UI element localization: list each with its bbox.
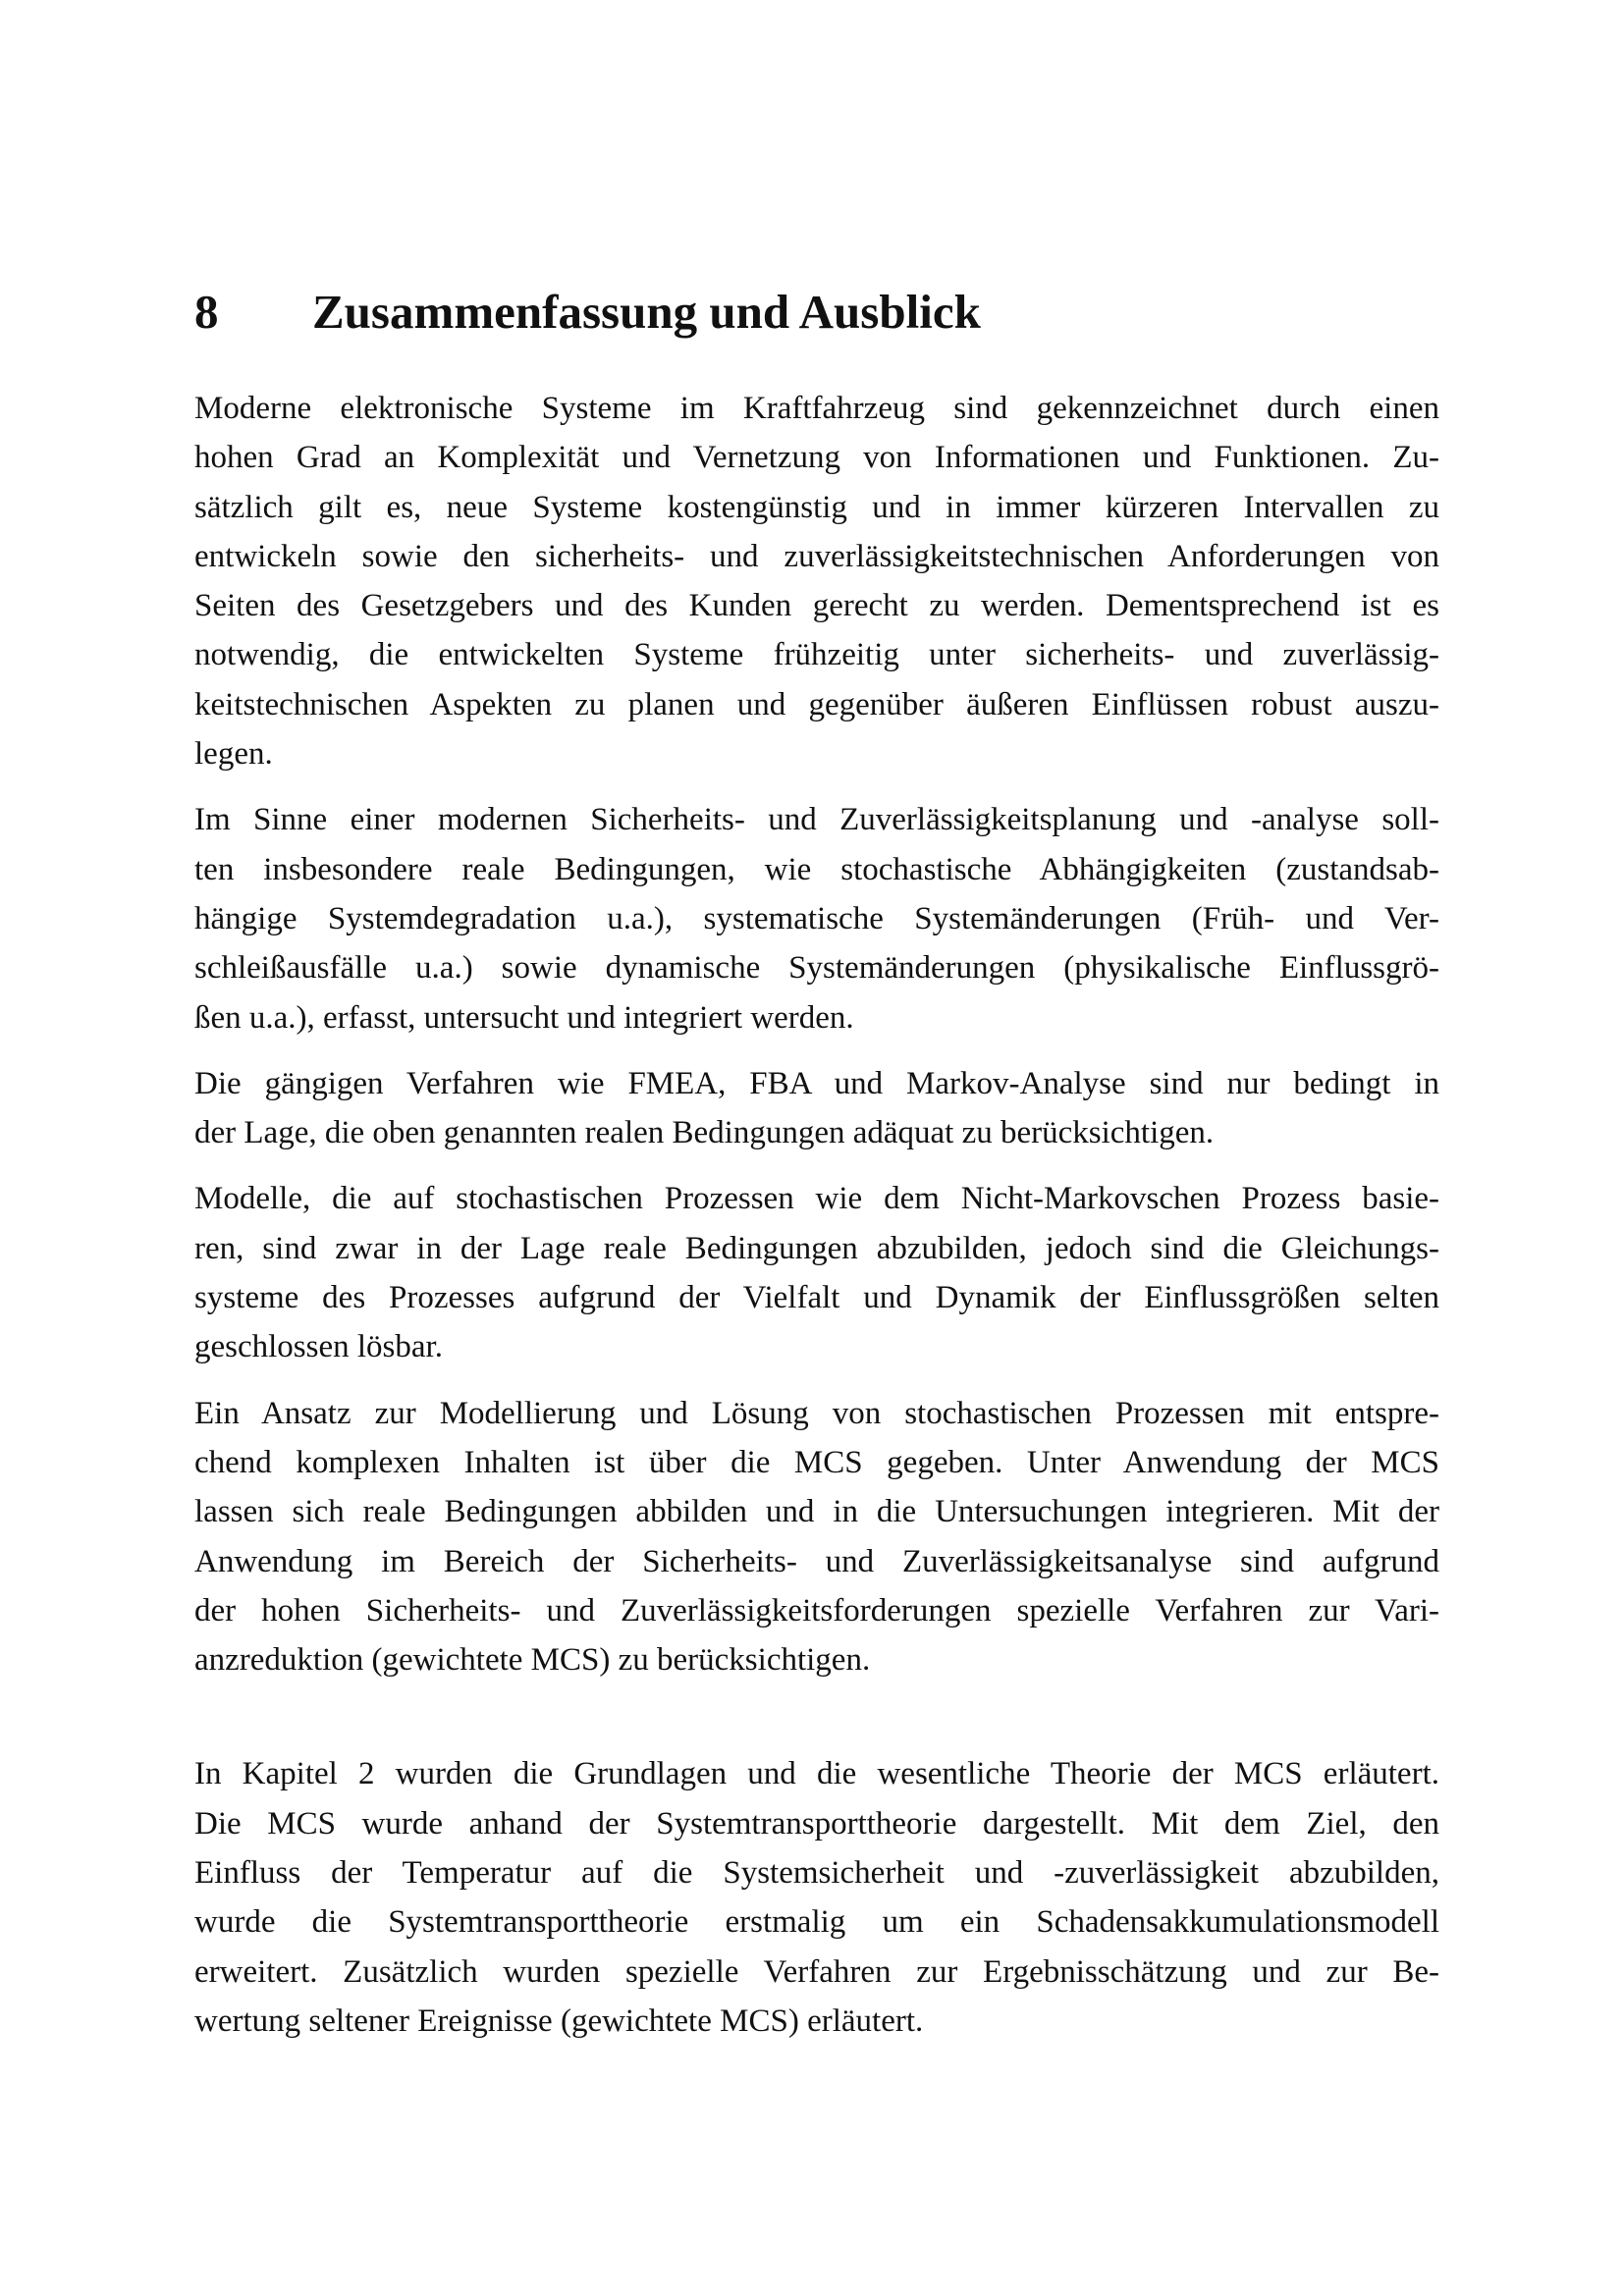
text-line: hohen Grad an Komplexität und Vernetzung von Informationen und Funktionen. Zu- — [194, 440, 1439, 476]
text-line: erweitert. Zusätzlich wurden spezielle Verfahren zur Ergebnisschätzung und zur Be- — [194, 1953, 1439, 1990]
paragraph — [194, 1749, 1439, 2046]
text-line: In Kapitel 2 wurden die Grundlagen und die wesentliche Theorie der MCS erläutert. — [194, 1756, 1439, 1792]
text-line: wurde die Systemtransporttheorie erstmalig um ein Schadensakkumulationsmodell — [194, 1904, 1439, 1941]
paragraph — [194, 1389, 1439, 1685]
text-line: Die MCS wurde anhand der Systemtransporttheorie dargestellt. Mit dem Ziel, den — [194, 1805, 1439, 1842]
text-line: Die gängigen Verfahren wie FMEA, FBA und Markov-Analyse sind nur bedingt in — [194, 1065, 1439, 1101]
text-line: legen. — [194, 736, 273, 773]
text-line: ten insbesondere reale Bedingungen, wie stochastische Abhängigkeiten (zustandsab- — [194, 851, 1439, 887]
paragraph — [194, 384, 1439, 778]
text-line: Einfluss der Temperatur auf die Systemsicherheit und -zuverlässigkeit abzubilden, — [194, 1855, 1439, 1892]
paragraph — [194, 1059, 1439, 1158]
body-text — [194, 384, 1439, 2062]
text-line: ren, sind zwar in der Lage reale Bedingungen abzubilden, jedoch sind die Gleichungs- — [194, 1230, 1439, 1266]
text-line: der hohen Sicherheits- und Zuverlässigkeitsforderungen spezielle Verfahren zur Vari- — [194, 1592, 1439, 1629]
text-line: Moderne elektronische Systeme im Kraftfahrzeug sind gekennzeichnet durch einen — [194, 391, 1439, 426]
text-line: keitstechnischen Aspekten zu planen und gegenüber äußeren Einflüssen robust auszu- — [194, 686, 1439, 722]
text-line: systeme des Prozesses aufgrund der Vielfalt und Dynamik der Einflussgrößen selten — [194, 1280, 1439, 1316]
text-line: lassen sich reale Bedingungen abbilden und in die Untersuchungen integrieren. Mit der — [194, 1494, 1439, 1530]
paragraph — [194, 795, 1439, 1041]
text-line: Seiten des Gesetzgebers und des Kunden gerecht zu werden. Dementsprechend ist es — [194, 588, 1439, 624]
text-line: hängige Systemdegradation u.a.), systematische Systemänderungen (Früh- und Ver- — [194, 900, 1439, 936]
text-line: Anwendung im Bereich der Sicherheits- und Zuverlässigkeitsanalyse sind aufgrund — [194, 1543, 1439, 1579]
text-line: Ein Ansatz zur Modellierung und Lösung von stochastischen Prozessen mit entspre- — [194, 1395, 1439, 1431]
text-line: Im Sinne einer modernen Sicherheits- und Zuverlässigkeitsplanung und -analyse soll- — [194, 802, 1439, 838]
paragraph — [194, 1174, 1439, 1371]
text-line: notwendig, die entwickelten Systeme frühzeitig unter sicherheits- und zuverlässig- — [194, 637, 1439, 673]
text-line: der Lage, die oben genannten realen Bedingungen adäquat zu berücksichtigen. — [194, 1115, 1215, 1151]
text-line: Modelle, die auf stochastischen Prozessen wie dem Nicht-Markovschen Prozess basie- — [194, 1181, 1439, 1217]
text-line: chend komplexen Inhalten ist über die MCS gegeben. Unter Anwendung der MCS — [194, 1444, 1439, 1480]
chapter-title: Zusammenfassung und Ausblick — [312, 285, 981, 339]
text-line: sätzlich gilt es, neue Systeme kostengünstig und in immer kürzeren Intervallen zu — [194, 489, 1439, 525]
text-line: ßen u.a.), erfasst, untersucht und integriert werden. — [194, 999, 854, 1036]
text-line: wertung seltener Ereignisse (gewichtete MCS) erläutert. — [194, 2002, 924, 2039]
chapter-number: 8 — [194, 285, 219, 339]
text-line: geschlossen lösbar. — [194, 1329, 443, 1365]
chapter-heading — [194, 283, 981, 342]
text-line: entwickeln sowie den sicherheits- und zuverlässigkeitstechnischen Anforderungen von — [194, 538, 1439, 574]
text-line: schleißausfälle u.a.) sowie dynamische Systemänderungen (physikalische Einflussgrö- — [194, 950, 1439, 987]
text-line: anzreduktion (gewichtete MCS) zu berücksichtigen. — [194, 1642, 871, 1679]
